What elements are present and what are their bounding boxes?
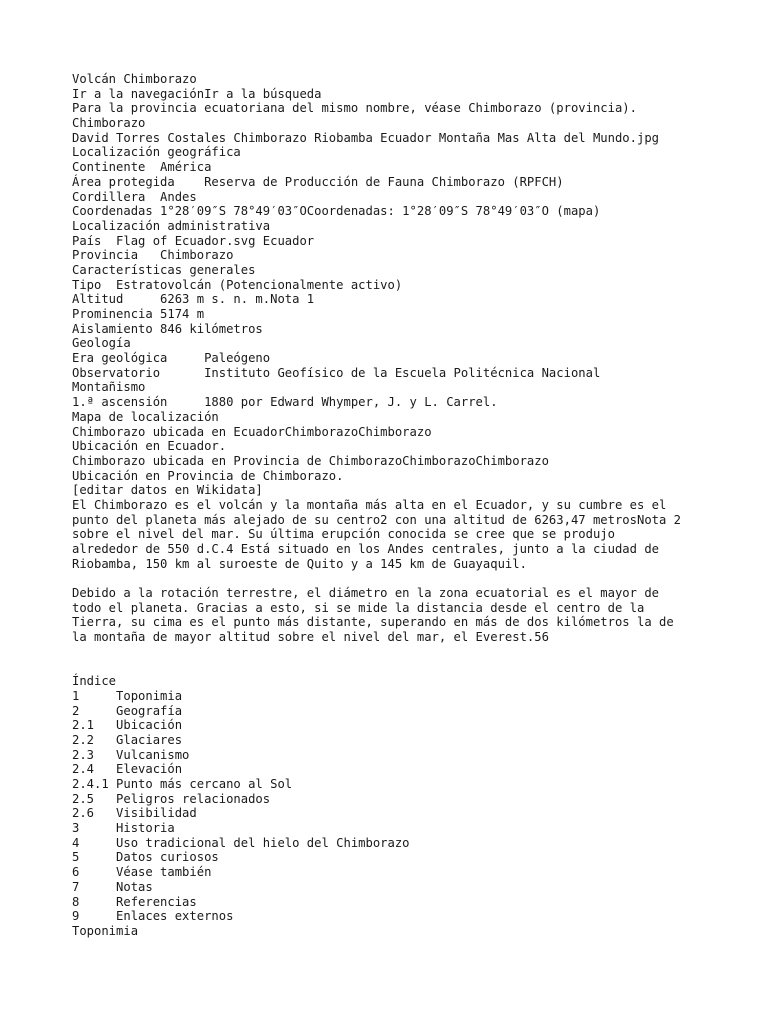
toc-item[interactable] <box>72 880 712 895</box>
toc-item[interactable] <box>72 777 712 792</box>
toc-item[interactable] <box>72 806 712 821</box>
toc-item-number: 9 <box>72 909 80 924</box>
toc-item-number: 3 <box>72 821 80 836</box>
paragraph-line: El Chimborazo es el volcán y la montaña más alta en el Ecuador, y su cumbre es el <box>72 497 667 512</box>
intro-paragraph <box>72 498 712 571</box>
infobox-row-province: Provincia Chimborazo <box>72 248 234 263</box>
infobox-row-range: Cordillera Andes <box>72 189 197 204</box>
infobox-image-caption: David Torres Costales Chimborazo Riobamba Ecuador Montaña Mas Alta del Mundo.jpg <box>72 130 659 145</box>
toc-item-number: 2.3 <box>72 747 95 762</box>
table-of-contents <box>72 674 712 924</box>
paragraph-line: alrededor de 550 d.C.4 Está situado en los Andes centrales, junto a la ciudad de <box>72 542 659 556</box>
paragraph-line: Riobamba, 150 km al suroeste de Quito y a 145 km de Guayaquil. <box>72 556 527 571</box>
spacer <box>72 660 712 675</box>
toc-item[interactable] <box>72 850 712 865</box>
toc-item[interactable] <box>72 909 712 924</box>
infobox-section-admin: Localización administrativa <box>72 218 271 233</box>
infobox-row-era: Era geológica Paleógeno <box>72 351 271 366</box>
toc-item-number: 8 <box>72 894 80 909</box>
toc-title: Índice <box>72 674 117 689</box>
second-paragraph <box>72 586 712 645</box>
toc-item[interactable] <box>72 762 712 777</box>
toc-item[interactable] <box>72 689 712 704</box>
infobox-section-geology: Geología <box>72 336 131 351</box>
header-block <box>72 72 712 498</box>
toc-item-number: 2.5 <box>72 791 95 806</box>
infobox-title: Chimborazo <box>72 116 146 131</box>
edit-wikidata-link[interactable]: [editar datos en Wikidata] <box>72 483 263 498</box>
document-body <box>72 72 712 939</box>
toc-item-number: 1 <box>72 688 80 703</box>
paragraph-line: punto del planeta más alejado de su centro2 con una altitud de 6263,47 metrosNota 2 <box>72 512 682 527</box>
infobox-row-first-ascent: 1.ª ascensión 1880 por Edward Whymper, J. y L. Carrel. <box>72 395 498 410</box>
infobox-row-prominence: Prominencia 5174 m <box>72 307 205 321</box>
toc-item[interactable] <box>72 821 712 836</box>
section-heading-toponimia: Toponimia <box>72 923 139 938</box>
toc-item[interactable] <box>72 718 712 733</box>
toc-item[interactable] <box>72 895 712 910</box>
paragraph-line: Debido a la rotación terrestre, el diámetro en la zona ecuatorial es el mayor de <box>72 586 659 601</box>
infobox-row-protected-area: Área protegida Reserva de Producción de Fauna Chimborazo (RPFCH) <box>72 174 564 189</box>
toc-item[interactable] <box>72 704 712 719</box>
toc-item-number: 5 <box>72 850 80 865</box>
toc-item-label: Toponimia <box>116 688 183 703</box>
infobox-row-coordinates: Coordenadas 1°28′09″S 78°49′03″OCoordenadas: 1°28′09″S 78°49′03″O (mapa) <box>72 204 601 219</box>
toc-item[interactable] <box>72 792 712 807</box>
infobox-row-continent: Continente América <box>72 160 212 175</box>
toc-item-label: Historia <box>116 821 175 836</box>
disambiguation-note: Para la provincia ecuatoriana del mismo nombre, véase Chimborazo (provincia). <box>72 101 637 116</box>
paragraph-line: la montaña de mayor altitud sobre el nivel del mar, el Everest.56 <box>72 630 549 645</box>
toc-item-label: Geografía <box>116 703 183 718</box>
page-title: Volcán Chimborazo <box>72 72 197 86</box>
toc-item[interactable] <box>72 733 712 748</box>
map-alt-ecuador: Chimborazo ubicada en EcuadorChimborazoChimborazo <box>72 424 432 439</box>
toc-item-number: 2.1 <box>72 718 95 733</box>
infobox-row-country: País Flag of Ecuador.svg Ecuador <box>72 233 315 248</box>
infobox-section-map: Mapa de localización <box>72 409 219 424</box>
infobox-row-observatory: Observatorio Instituto Geofísico de la Escuela Politécnica Nacional <box>72 365 601 380</box>
infobox-section-mountaineering: Montañismo <box>72 380 146 395</box>
map-caption-ecuador: Ubicación en Ecuador. <box>72 439 227 454</box>
spacer <box>72 645 712 660</box>
toc-item-number: 2 <box>72 703 80 718</box>
toc-item-label: Notas <box>116 879 153 894</box>
spacer <box>72 571 712 586</box>
toc-item-label: Véase también <box>116 865 212 880</box>
toc-item-number: 2.4.1 <box>72 777 109 791</box>
toc-item-label: Datos curiosos <box>116 850 219 865</box>
toc-item[interactable] <box>72 865 712 880</box>
toc-item[interactable] <box>72 836 712 851</box>
paragraph-line: sobre el nivel del mar. Su última erupción conocida se cree que se produjo <box>72 527 615 542</box>
toc-list <box>72 689 712 924</box>
toc-item-label: Visibilidad <box>116 806 197 821</box>
toc-item-label: Glaciares <box>116 732 183 747</box>
toc-item-label: Referencias <box>116 894 197 909</box>
skip-links: Ir a la navegaciónIr a la búsqueda <box>72 86 322 101</box>
paragraph-line: Tierra, su cima es el punto más distante, superando en más de dos kilómetros la de <box>72 615 674 630</box>
toc-item-label: Peligros relacionados <box>116 791 271 806</box>
map-alt-province: Chimborazo ubicada en Provincia de ChimborazoChimborazoChimborazo <box>72 453 549 468</box>
toc-item-label: Enlaces externos <box>116 909 234 924</box>
infobox-section-location: Localización geográfica <box>72 145 241 160</box>
infobox-row-type: Tipo Estratovolcán (Potencionalmente activo) <box>72 277 403 292</box>
toc-item-label: Ubicación <box>116 718 183 733</box>
toc-item-label: Punto más cercano al Sol <box>116 777 293 791</box>
toc-item-label: Uso tradicional del hielo del Chimborazo <box>116 835 410 850</box>
infobox-row-altitude: Altitud 6263 m s. n. m.Nota 1 <box>72 292 315 307</box>
paragraph-line: todo el planeta. Gracias a esto, si se mide la distancia desde el centro de la <box>72 600 645 615</box>
toc-item-number: 4 <box>72 835 80 850</box>
toc-item-number: 2.6 <box>72 806 95 821</box>
infobox-row-isolation: Aislamiento 846 kilómetros <box>72 321 263 336</box>
toc-item[interactable] <box>72 748 712 763</box>
toc-item-label: Elevación <box>116 762 183 777</box>
infobox-section-general: Características generales <box>72 262 256 277</box>
toc-item-number: 2.4 <box>72 762 95 777</box>
map-caption-province: Ubicación en Provincia de Chimborazo. <box>72 468 344 483</box>
toc-item-label: Vulcanismo <box>116 747 190 762</box>
toc-item-number: 6 <box>72 865 80 880</box>
toc-item-number: 7 <box>72 879 80 894</box>
toc-item-number: 2.2 <box>72 732 95 747</box>
